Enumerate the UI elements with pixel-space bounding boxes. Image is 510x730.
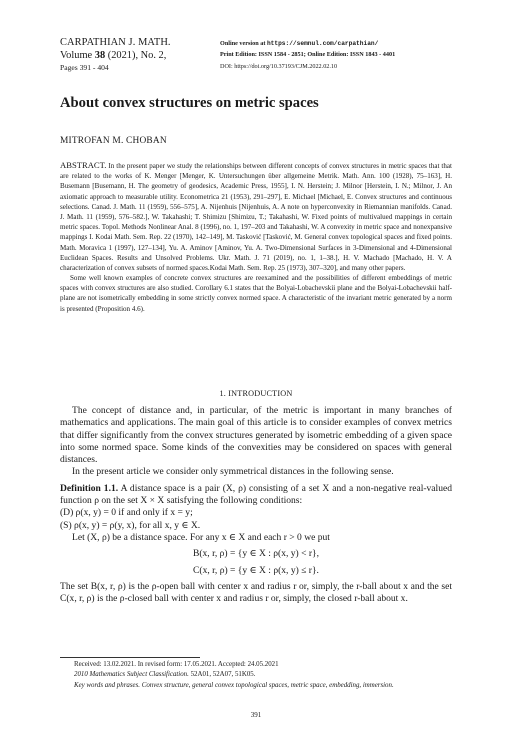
condition-d: (D) ρ(x, y) = 0 if and only if x = y;	[60, 507, 193, 519]
footnote-rule	[60, 657, 200, 658]
condition-s: (S) ρ(x, y) = ρ(y, x), for all x, y ∈ X.	[60, 519, 201, 531]
section-heading-introduction: 1. INTRODUCTION	[219, 389, 293, 398]
footnotes	[60, 657, 452, 691]
body-paragraph-3: Let (X, ρ) be a distance space. For any x ∈ X and each r > 0 we put	[72, 531, 330, 543]
journal-name: CARPATHIAN J. MATH.	[60, 37, 171, 48]
received-dates: Received: 13.02.2021. In revised form: 17.05.2021. Accepted: 24.05.2021	[74, 661, 279, 668]
issn-line: Print Edition: ISSN 1584 - 2851; Online Edition: ISSN 1843 - 4401	[220, 51, 396, 59]
definition-1-1: Definition 1.1. A distance space is a pair (X, ρ) consisting of a set X and a non-negative real-valued function ρ on the set X × X satisfying the following conditions:	[60, 482, 452, 507]
keywords: Key words and phrases. Convex structure, general convex topological spaces, metric space, embedding, immersion.	[74, 681, 394, 689]
body-paragraph-1: The concept of distance and, in particular, of the metric is important in many branches of mathematics and applications. The main goal of this article is to consider examples of convex metrics that differ significantly from the convex structures generated by isometric embedding of a given space into some normed space. Some kinds of the convexities may be considered on spaces with general distances.	[60, 405, 452, 466]
page-number: 391	[250, 711, 262, 719]
volume-number: 38	[94, 50, 106, 61]
journal-info	[60, 36, 210, 74]
online-prefix: Online version at	[220, 40, 266, 47]
equation-closed-ball: C(x, r, ρ) = {y ∈ X : ρ(x, y) ≤ r}.	[193, 564, 319, 576]
publication-info	[220, 38, 452, 72]
equation-open-ball: B(x, r, ρ) = {y ∈ X : ρ(x, y) < r},	[192, 548, 320, 560]
volume-rest: (2021), No. 2,	[107, 50, 167, 61]
abstract-paragraph-2: Some well known examples of concrete convex structures are reexamined and the possibilities of different embeddings of metric spaces with convex structures are also studied. Corollary 6.1 states that the Bolyai-Lobachevskii plane and the Bolyai-Lobachevskii half-plane are not isometrically embedding in some strictly convex normed space. A characteristic of the invariant metric generated by a norm is presented (Proposition 4.6).	[60, 274, 452, 313]
journal-page	[60, 0, 452, 730]
paper-title: About convex structures on metric spaces	[60, 95, 319, 111]
page-header	[60, 36, 452, 82]
abstract-paragraph-1: ABSTRACT. In the present paper we study the relationships between different concepts of convex structures in metric spaces that that are related to the works of K. Menger [Menger, K. Untersuchungen über allgemeine Metrik. Math. Ann. 100 (1928), 75–163], H. Busemann [Busemann, H. The geometry of geodesics, Academic Press, 1955], I. N. Herstein; J. Milnor [Herstein, I. N.; Milnor, J. An axiomatic approach to measurable utility. Econometrica 21 (1953), 291–297], E. Michael [Michael, E. Convex structures and continuous selections. Canad. J. Math. 11 (1959), 556–575], A. Nijenhuis [Nijenhuis, A. A note on hyperconvexity in Riemannian manifolds. Canad. J. Math. 11 (1959), 576–582.], W. Takahashi; T. Shimizu [Shimizu, T.; Takahashi, W. Fixed points of multivalued mappings in certain metric spaces. Topol. Methods Nonlinear Anal. 8 (1996), no. 1, 197–203 and Takahashi, W. A convexity in metric space and nonexpansive mappings I. Kodai Math. Sem. Rep. 22 (1970), 142–149], M. Tasković [Tasković, M. General convex topological spaces and fixed points. Math. Moravica 1 (1997), 127–134], Yu. A. Aminov [Aminov, Yu. A. Two-Dimensional Surfaces in 3-Dimensional and 4-Dimensional Euclidean Spaces. Results and Unsolved Problems. Ukr. Math. J. 71 (2019), no. 1, 1–38.], H. V. Machado [Machado, H. V. A characterization of convex subsets of normed spaces.Kodai Math. Sem. Rep. 25 (1973), 307–320], and many other papers.	[60, 160, 452, 272]
body-text	[60, 405, 452, 605]
doi-line[interactable]: DOI: https://doi.org/10.37193/CJM.2022.02.10	[220, 62, 338, 70]
msc-classification: 2010 Mathematics Subject Classification. 52A01, 52A07, 51K05.	[74, 671, 256, 679]
abstract-label: ABSTRACT.	[60, 160, 107, 170]
online-url-link[interactable]: https://semnul.com/carpathian/	[266, 40, 379, 47]
volume-line	[60, 49, 210, 62]
body-paragraph-4: The set B(x, r, ρ) is the ρ-open ball with center x and radius r or, simply, the r-ball about x and the set C(x, r, ρ) is the ρ-closed ball with center x and radius r or, simply, the closed r-ball about x.	[60, 580, 452, 605]
body-paragraph-2: In the present article we consider only symmetrical distances in the following sense.	[72, 466, 394, 478]
author-name: MITROFAN M. CHOBAN	[60, 136, 167, 146]
page-range: Pages 391 - 404	[60, 63, 109, 72]
abstract	[60, 160, 452, 314]
online-version-line	[220, 38, 452, 49]
volume-label: Volume	[60, 50, 93, 61]
definition-label: Definition 1.1.	[60, 482, 119, 494]
